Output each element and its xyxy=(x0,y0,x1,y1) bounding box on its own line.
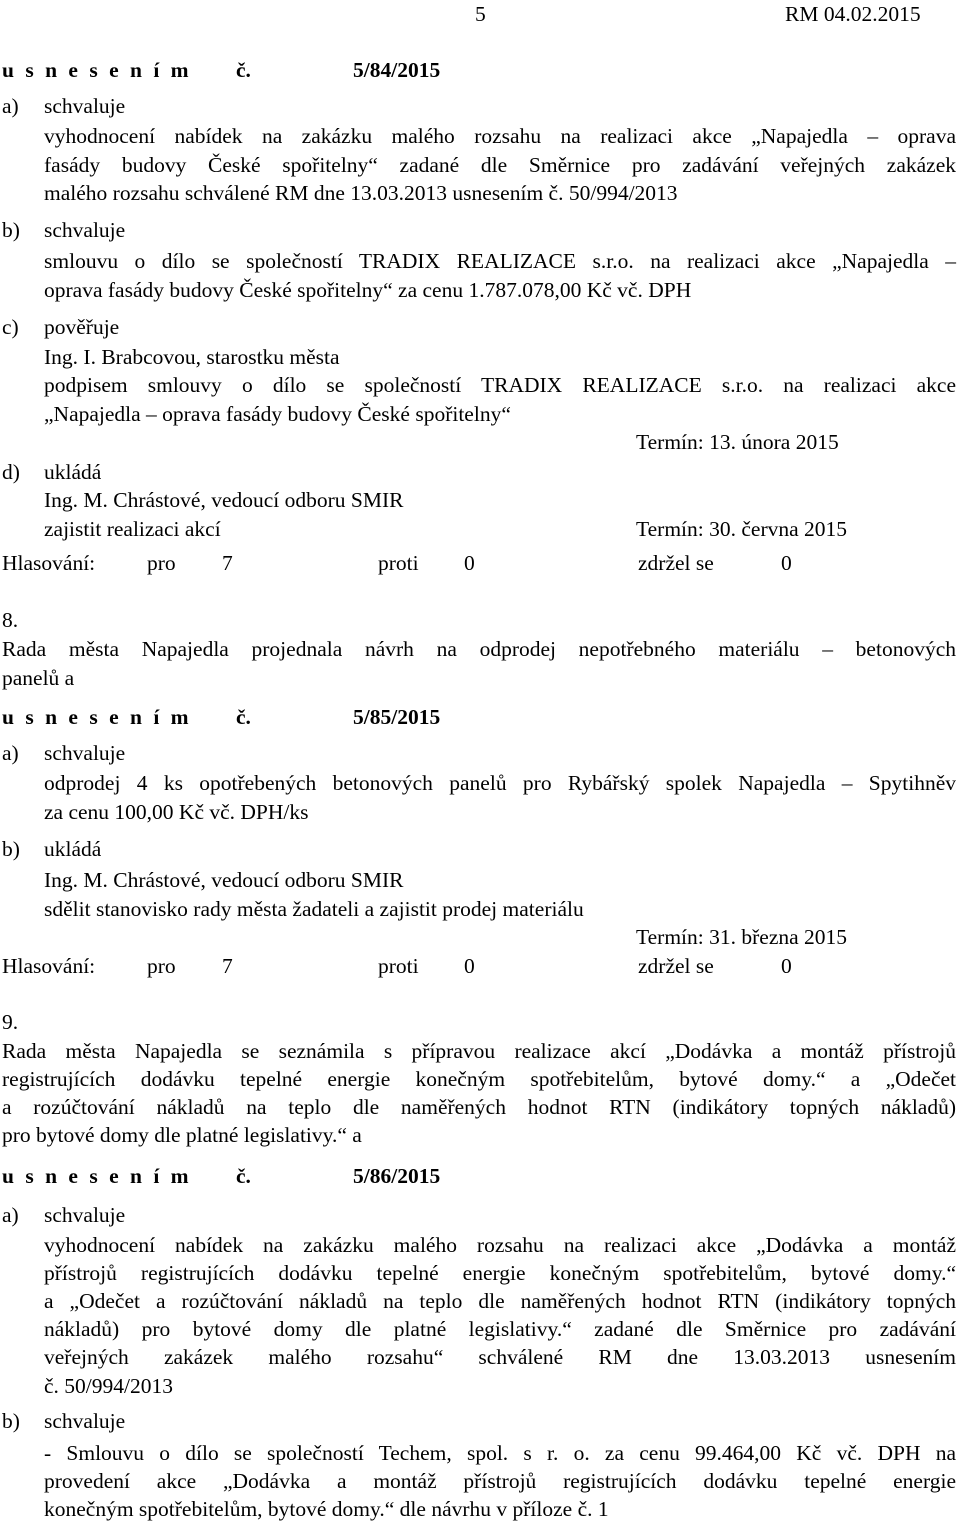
item-label: b) xyxy=(2,837,20,861)
deadline: Termín: 31. března 2015 xyxy=(636,925,848,949)
item-text-line: vyhodnocení nabídek na zakázku malého rozsahu na realizaci akce „Napajedla – oprava xyxy=(44,124,956,148)
vote-abstain: zdržel se xyxy=(638,551,714,575)
item-text-line: vyhodnocení nabídek na zakázku malého rozsahu na realizaci akce „Dodávka a montáž xyxy=(44,1233,956,1257)
item-label: b) xyxy=(2,1409,20,1433)
item-text-line: provedení akce „Dodávka a montáž přístrojů registrujících dodávku tepelné energie xyxy=(44,1469,956,1493)
item-verb: schvaluje xyxy=(44,1409,126,1433)
vote-label: Hlasování: xyxy=(2,551,96,575)
vote-proti: proti xyxy=(378,551,419,575)
resolution-number: 5/84/2015 xyxy=(353,58,441,82)
item-label: d) xyxy=(2,460,20,484)
resolution-title-word: u s n e s e n í m xyxy=(2,1164,192,1188)
section-number: 9. xyxy=(2,1010,19,1034)
vote-abstain-count: 0 xyxy=(781,551,792,575)
header-date: RM 04.02.2015 xyxy=(785,2,921,26)
resolution-title-word: u s n e s e n í m xyxy=(2,705,192,729)
section-text-line: panelů a xyxy=(2,666,75,690)
vote-pro-count: 7 xyxy=(222,954,233,978)
item-text-line: odprodej 4 ks opotřebených betonových panelů pro Rybářský spolek Napajedla – Spytihněv xyxy=(44,771,956,795)
item-text-line: veřejných zakázek malého rozsahu“ schválené RM dne 13.03.2013 usnesením xyxy=(44,1345,956,1369)
item-text-line: konečným spotřebitelům, bytové domy.“ dle návrhu v příloze č. 1 xyxy=(44,1497,609,1521)
item-text-line: přístrojů registrujících dodávku tepelné energie konečným spotřebitelům, bytové domy.“ xyxy=(44,1261,956,1285)
item-text-line: - Smlouvu o dílo se společností Techem, spol. s r. o. za cenu 99.464,00 Kč vč. DPH na xyxy=(44,1441,956,1465)
item-verb: schvaluje xyxy=(44,94,126,118)
item-verb: schvaluje xyxy=(44,218,126,242)
resolution-title-c: č. xyxy=(236,705,251,729)
item-label: a) xyxy=(2,1203,19,1227)
item-text-line: malého rozsahu schválené RM dne 13.03.2013 usnesením č. 50/994/2013 xyxy=(44,181,678,205)
resolution-title-word: u s n e s e n í m xyxy=(2,58,192,82)
item-text-line: sdělit stanovisko rady města žadateli a zajistit prodej materiálu xyxy=(44,897,584,921)
item-text-line: fasády budovy České spořitelny“ zadané dle Směrnice pro zadávání veřejných zakázek xyxy=(44,153,956,177)
item-text-line: nákladů) pro bytové domy dle platné legislativy.“ zadané dle Směrnice pro zadávání xyxy=(44,1317,956,1341)
vote-pro: pro xyxy=(147,954,176,978)
vote-abstain: zdržel se xyxy=(638,954,714,978)
vote-abstain-count: 0 xyxy=(781,954,792,978)
page-number: 5 xyxy=(475,2,486,26)
item-text-line: Ing. I. Brabcovou, starostku města xyxy=(44,345,340,369)
item-text-line: zajistit realizaci akcí xyxy=(44,517,221,541)
section-text-line: Rada města Napajedla projednala návrh na odprodej nepotřebného materiálu – betonových xyxy=(2,637,956,661)
item-label: a) xyxy=(2,94,19,118)
resolution-number: 5/85/2015 xyxy=(353,705,441,729)
vote-proti-count: 0 xyxy=(464,954,475,978)
item-text-line: Ing. M. Chrástové, vedoucí odboru SMIR xyxy=(44,488,404,512)
item-text-line: za cenu 100,00 Kč vč. DPH/ks xyxy=(44,800,309,824)
item-text-line: podpisem smlouvy o dílo se společností TRADIX REALIZACE s.r.o. na realizaci akce xyxy=(44,373,956,397)
item-text-line: č. 50/994/2013 xyxy=(44,1374,173,1398)
deadline: Termín: 30. června 2015 xyxy=(636,517,848,541)
vote-pro-count: 7 xyxy=(222,551,233,575)
resolution-title-c: č. xyxy=(236,1164,251,1188)
vote-pro: pro xyxy=(147,551,176,575)
section-text-line: registrujících dodávku tepelné energie konečným spotřebitelům, bytové domy.“ a „Odečet xyxy=(2,1067,956,1091)
deadline: Termín: 13. února 2015 xyxy=(636,430,839,454)
item-verb: ukládá xyxy=(44,837,102,861)
item-text-line: Ing. M. Chrástové, vedoucí odboru SMIR xyxy=(44,868,404,892)
vote-label: Hlasování: xyxy=(2,954,96,978)
resolution-number: 5/86/2015 xyxy=(353,1164,441,1188)
item-verb: schvaluje xyxy=(44,741,126,765)
item-label: c) xyxy=(2,315,19,339)
item-verb: pověřuje xyxy=(44,315,120,339)
item-label: b) xyxy=(2,218,20,242)
resolution-title-c: č. xyxy=(236,58,251,82)
vote-proti: proti xyxy=(378,954,419,978)
vote-proti-count: 0 xyxy=(464,551,475,575)
section-text-line: pro bytové domy dle platné legislativy.“ a xyxy=(2,1123,362,1147)
item-verb: schvaluje xyxy=(44,1203,126,1227)
section-text-line: Rada města Napajedla se seznámila s přípravou realizace akcí „Dodávka a montáž přístrojů xyxy=(2,1039,956,1063)
item-text-line: oprava fasády budovy České spořitelny“ za cenu 1.787.078,00 Kč vč. DPH xyxy=(44,278,692,302)
item-verb: ukládá xyxy=(44,460,102,484)
item-text-line: „Napajedla – oprava fasády budovy České spořitelny“ xyxy=(44,402,511,426)
section-number: 8. xyxy=(2,608,19,632)
item-text-line: a „Odečet a rozúčtování nákladů na teplo dle naměřených hodnot RTN (indikátory topných xyxy=(44,1289,956,1313)
item-label: a) xyxy=(2,741,19,765)
section-text-line: a rozúčtování nákladů na teplo dle naměřených hodnot RTN (indikátory topných nákladů) xyxy=(2,1095,956,1119)
item-text-line: smlouvu o dílo se společností TRADIX REALIZACE s.r.o. na realizaci akce „Napajedla – xyxy=(44,249,956,273)
